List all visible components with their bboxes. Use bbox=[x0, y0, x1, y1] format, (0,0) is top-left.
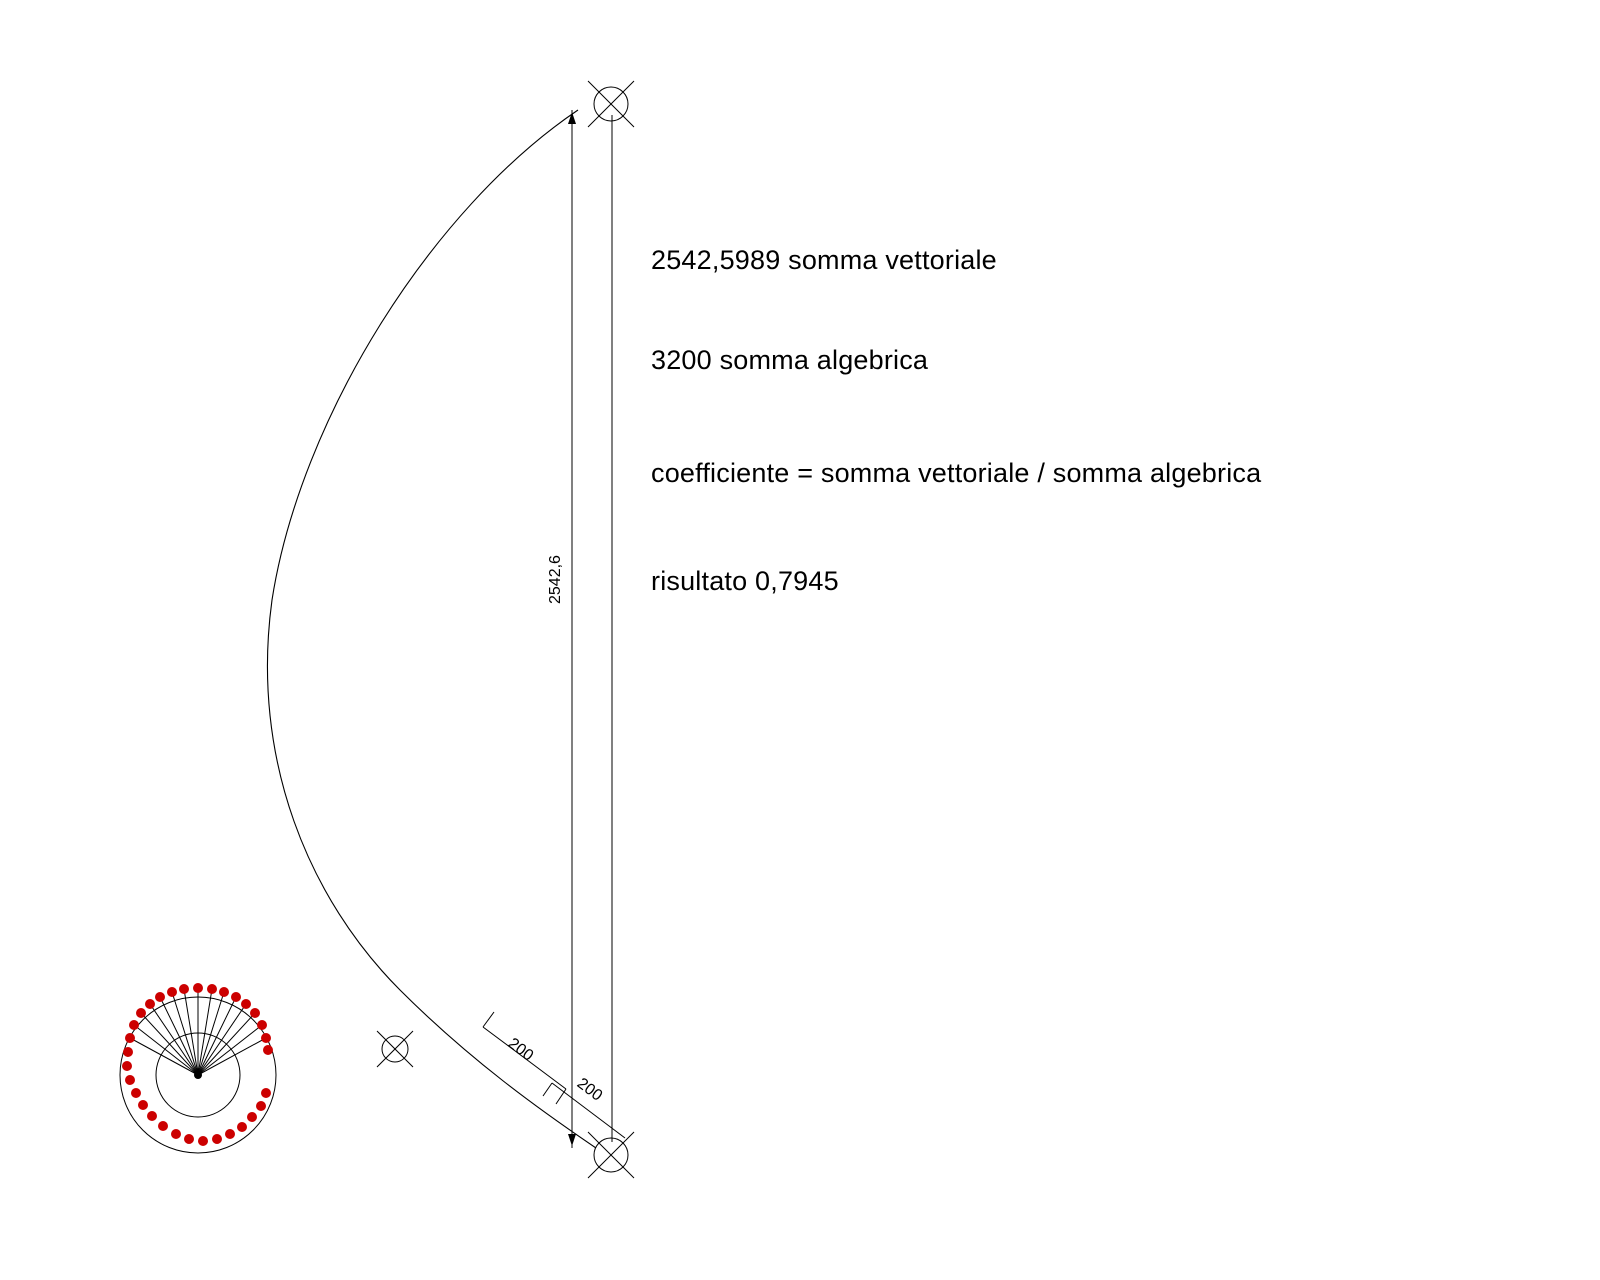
node-marker-middle-left bbox=[377, 1031, 413, 1067]
note-somma-vettoriale: 2542,5989 somma vettoriale bbox=[651, 245, 997, 275]
vector-fan-rosette bbox=[120, 983, 276, 1153]
dimension-label-200-upper: 200 bbox=[504, 1035, 537, 1065]
node-marker-top bbox=[588, 81, 634, 127]
note-somma-algebrica: 3200 somma algebrica bbox=[651, 345, 929, 375]
dimension-arrow-top bbox=[568, 112, 576, 124]
dimension-arrow-bottom bbox=[568, 1134, 576, 1146]
node-marker-bottom bbox=[588, 1132, 634, 1178]
note-coefficiente-formula: coefficiente = somma vettoriale / somma algebrica bbox=[651, 458, 1262, 488]
note-risultato: risultato 0,7945 bbox=[651, 566, 839, 596]
dimension-label-vertical: 2542,6 bbox=[547, 555, 564, 604]
node-dots-upper bbox=[125, 983, 273, 1055]
arc-curve bbox=[267, 110, 596, 1148]
dimension-label-200-lower: 200 bbox=[573, 1075, 606, 1105]
